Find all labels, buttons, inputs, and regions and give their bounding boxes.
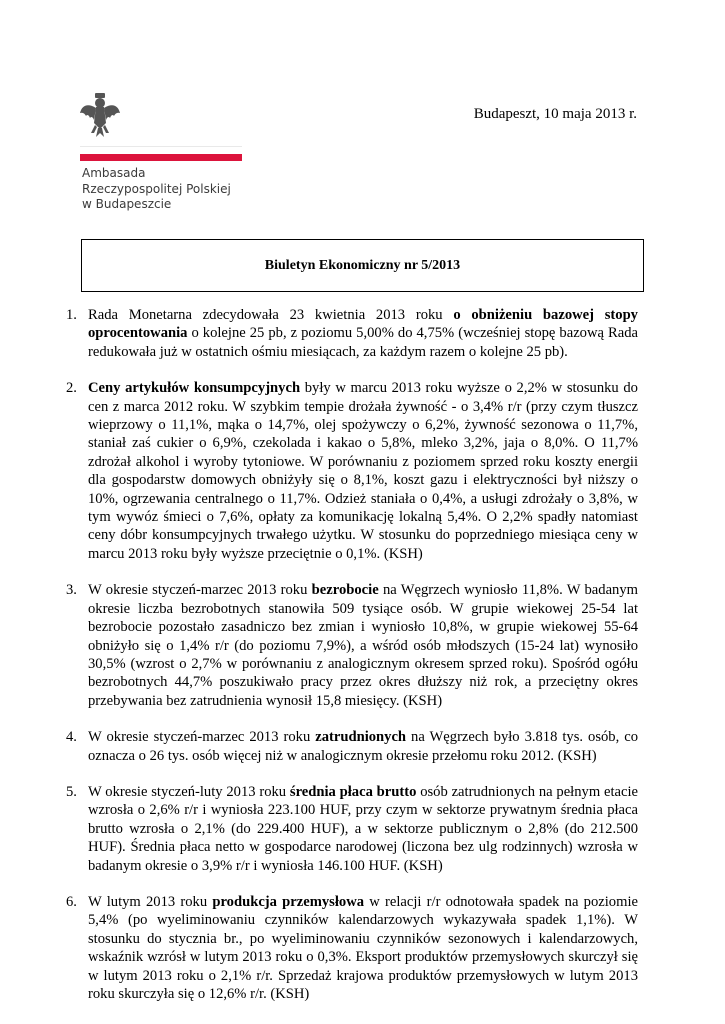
item-text: W lutym 2013 roku (88, 893, 213, 910)
bulletin-item (0, 728, 638, 765)
polish-eagle-emblem-icon (80, 93, 120, 137)
item-highlight: średnia płaca brutto (289, 783, 417, 800)
item-text: osób zatrudnionych na pełnym etacie wzrosła o 2,6% r/r i wyniosła 223.100 HUF, przy czym w sektorze prywatnym średnia płaca brutto wzrosła o 2,1% (do 229.400 HUF), a w sektorze publicznym o 2,8% (do 212.500 HUF). Średnia płaca netto w gospodarce narodowej (liczona bez ulg rodzinnych) wzrosła w badanym okresie o 3,9% r/r i wyniosła 146.100 HUF. (KSH) (88, 783, 638, 874)
document-date: Budapeszt, 10 maja 2013 r. (473, 106, 637, 122)
item-number: 5. (66, 783, 77, 800)
item-number: 2. (66, 380, 77, 397)
item-text: W okresie styczeń-marzec 2013 roku (88, 582, 312, 599)
item-text: W okresie styczeń-marzec 2013 roku (88, 729, 316, 746)
item-text: były w marcu 2013 roku wyższe o 2,2% w stosunku do cen z marca 2012 roku. W szybkim tempie drożała żywność - o 3,4% r/r (przy czym tłuszcz wieprzowy o 11,1%, mąka o 14,7%, olej spożywczy o 6,2%, żywność sezonowa o 11,7%, staniał zaś cukier o 6,9%, czekolada i kakao o 5,8%, mleko 3,2%, jaja o 8,0%. O 11,7% zdrożał alkohol i wyroby tytoniowe. W porównaniu z poziomem sprzed roku koszty energii dla gospodarstw domowych obniżyły się o 8,1%, koszt gazu i elektryczności był niższy o 10%, ogrzewania centralnego o 11,7%. Odzież staniała o 0,4%, a usługi zdrożały o 3,8%, w tym wywóz śmieci o 7,6%, opłaty za komunikację lokalną 5,4%. O 2,2% spadły natomiast ceny dóbr konsumpcyjnych trwałego użytku. W stosunku do poprzedniego miesiąca ceny w marcu 2013 roku były wyższe przeciętnie o 0,1%. (KSH) (88, 380, 638, 562)
embassy-name-line: Ambasada (82, 166, 146, 180)
document-title: Biuletyn Ekonomiczny nr 5/2013 (264, 257, 461, 273)
item-text: o kolejne 25 pb, z poziomu 5,00% do 4,75% (wcześniej stopę bazową Rada redukowała już w ostatnich ośmiu miesiącach, za każdym razem o kolejne 25 pb). (88, 325, 638, 360)
embassy-name-line: Rzeczypospolitej Polskiej (82, 181, 231, 196)
item-highlight: o obniżeniu bazowej stopy oprocentowania (88, 307, 638, 342)
item-text: na Węgrzech wyniosło 11,8%. W badanym okresie liczba bezrobotnych stanowiła 509 tysiące osób. W grupie wiekowej 25-54 lat bezrobocie pozostało zasadniczo bez zmian i wyniosło 10,8%, w grupie wiekowej 55-64 obniżyło się o 1,4% r/r (do poziomu 7,9%), a wśród osób młodszych (15-24 lat) wynosiło 30,5% (wzrost o 2,7% w porównaniu z analogicznym okresem sprzed roku). Spośród ogółu bezrobotnych 44,7% poszukiwało pracy przez okres dłuższy niż rok, a przeciętny okres przebywania bez zatrudnienia wynosił 15,8 miesięcy. (KSH) (88, 582, 638, 709)
bulletin-items (0, 306, 725, 1021)
item-text: W okresie styczeń-luty 2013 roku (88, 783, 290, 800)
item-number: 1. (66, 307, 77, 323)
item-text: w relacji r/r odnotowała spadek na poziomie 5,4% (po wyeliminowaniu czynników kalendarzowych wykazywała spadek 1,1%). W stosunku do stycznia br., po wyeliminowaniu czynników sezonowych i kalendarzowych, wskaźnik wzrósł w lutym 2013 roku o 0,3%. Eksport produktów przemysłowych skurczył się w lutym 2013 roku o 2,1% r/r. Sprzedaż krajowa produktów przemysłowych w lutym 2013 roku skurczyła się o 12,6% r/r. (KSH) (88, 893, 638, 1002)
item-highlight: produkcja przemysłowa (212, 893, 365, 910)
item-number: 6. (66, 893, 77, 910)
bulletin-item (0, 783, 638, 875)
item-number: 4. (66, 729, 77, 746)
embassy-name-line: w Budapeszcie (82, 197, 172, 211)
item-highlight: bezrobocie (311, 582, 379, 599)
bulletin-item (0, 893, 638, 1003)
flag-red-stripe (80, 154, 242, 161)
item-number: 3. (66, 582, 77, 599)
title-box (81, 239, 644, 292)
bulletin-item (0, 581, 638, 710)
item-text: na Węgrzech było 3.818 tys. osób, co oznacza o 26 tys. osób więcej niż w analogicznym okresie przełomu roku 2012. (KSH) (88, 729, 639, 764)
item-highlight: Ceny artykułów konsumpcyjnych (88, 380, 301, 397)
item-text: Rada Monetarna zdecydowała 23 kwietnia 2013 roku (88, 307, 454, 323)
bulletin-item (0, 306, 638, 361)
embassy-name (82, 166, 231, 213)
item-highlight: zatrudnionych (315, 729, 407, 746)
flag-white-stripe (80, 146, 242, 154)
bulletin-item (0, 379, 638, 563)
